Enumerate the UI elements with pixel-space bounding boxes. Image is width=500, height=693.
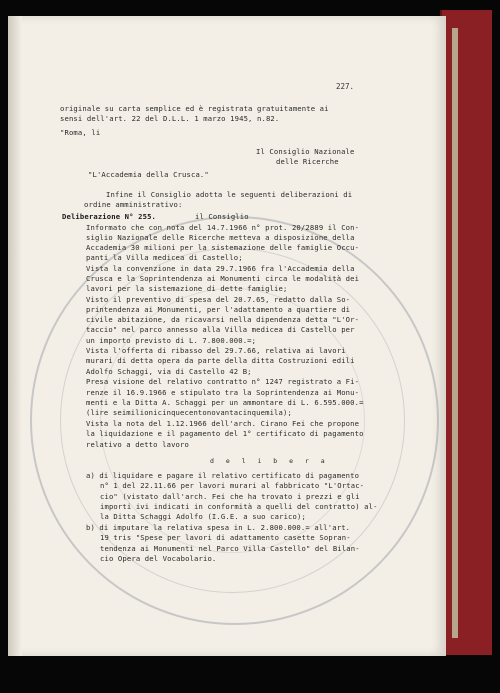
text-line: Il Consiglio Nazionale	[256, 147, 355, 156]
text-line: la liquidazione e il pagamento del 1° certificato di pagamento	[86, 429, 364, 438]
text-line: Visto il preventivo di spesa del 20.7.65, redatto dalla So-	[86, 295, 351, 304]
page-fold-shadow	[8, 16, 22, 656]
text-line: a) di liquidare e pagare il relativo certificato di pagamento	[86, 471, 360, 480]
text-line: siglio Nazionale delle Ricerche metteva a disposizione della	[86, 233, 355, 242]
text-line: taccio" nel parco annesso alla Villa medicea di Castello per	[86, 325, 355, 334]
text-line: tendenza ai Monumenti nel Parco Villa Castello" del Bilan-	[100, 544, 360, 553]
text-line: il Consiglio	[195, 212, 249, 221]
text-line: la Ditta Schaggi Adolfo (I.G.E. a suo carico);	[100, 512, 306, 521]
text-line: murari di detta opera da parte della ditta Costruzioni edili	[86, 356, 355, 365]
text-line: (lire seimilionicinquecentonovantacinquemila);	[86, 408, 292, 417]
text-line: n° 1 del 22.11.66 per lavori murari al fabbricato "L'Ortac-	[100, 481, 365, 490]
text-line: delle Ricerche	[276, 157, 339, 166]
text-line: cio Opera del Vocabolario.	[100, 554, 217, 563]
text-line: b) di imputare la relativa spesa in L. 2.800.000.= all'art.	[86, 523, 351, 532]
text-line: importi ivi indicati in conformità a quelli del contratto) al-	[100, 502, 378, 511]
text-line: Informato che con nota del 14.7.1966 n° prot. 20/2889 il Con-	[86, 223, 360, 232]
delibera-keyword: d e l i b e r a	[210, 457, 329, 465]
text-line: civile abitazione, da ricavarsi nella dipendenza detta "L'Or-	[86, 315, 360, 324]
text-line: printendenza ai Monumenti, per l'adattamento a quartiere di	[86, 305, 351, 314]
text-line: renze il 16.9.1966 e stipulato tra la Soprintendenza ai Monu-	[86, 388, 360, 397]
text-line: Vista la convenzione in data 29.7.1966 fra l'Accademia della	[86, 264, 355, 273]
text-line: Crusca e la Soprintendenza ai Monumenti circa le modalità dei	[86, 274, 360, 283]
text-line: Adolfo Schaggi, via di Castello 42 B;	[86, 367, 252, 376]
text-line: Infine il Consiglio adotta le seguenti deliberazioni di	[106, 190, 353, 199]
book-binding	[440, 10, 492, 655]
page-edges	[452, 28, 458, 638]
deliberation-heading: Deliberazione N° 255.	[62, 212, 157, 221]
text-line: menti e la Ditta A. Schaggi per un ammontare di L. 6.595.000.=	[86, 398, 364, 407]
text-line: Vista l'offerta di ribasso del 29.7.66, relativa ai lavori	[86, 346, 346, 355]
text-line: cio" (vistato dall'arch. Fei che ha trovato i prezzi e gli	[100, 492, 360, 501]
text-line: panti la Villa medicea di Castello;	[86, 253, 243, 262]
text-line: Accademia 30 milioni per la sistemazione delle famiglie Occu-	[86, 243, 360, 252]
text-line: originale su carta semplice ed è registrata gratuitamente ai	[60, 104, 329, 113]
text-line: "Roma, li	[60, 128, 101, 137]
page-number: 227.	[336, 82, 355, 91]
text-line: lavori per la sistemazione di dette famiglie;	[86, 284, 288, 293]
text-line: relativo a detto lavoro	[86, 440, 189, 449]
text-line: Vista la nota del 1.12.1966 dell'arch. Cirano Fei che propone	[86, 419, 360, 428]
text-line: un importo previsto di L. 7.800.000.=;	[86, 336, 257, 345]
text-line: sensi dell'art. 22 del D.L.L. 1 marzo 1945, n.82.	[60, 114, 280, 123]
text-line: 19 tris "Spese per lavori di adattamento casette Sopran-	[100, 533, 351, 542]
text-line: ordine amministrativo:	[84, 200, 183, 209]
text-line: Presa visione del relativo contratto n° 1247 registrato a Fi-	[86, 377, 360, 386]
text-line: "L'Accademia della Crusca."	[88, 170, 209, 179]
